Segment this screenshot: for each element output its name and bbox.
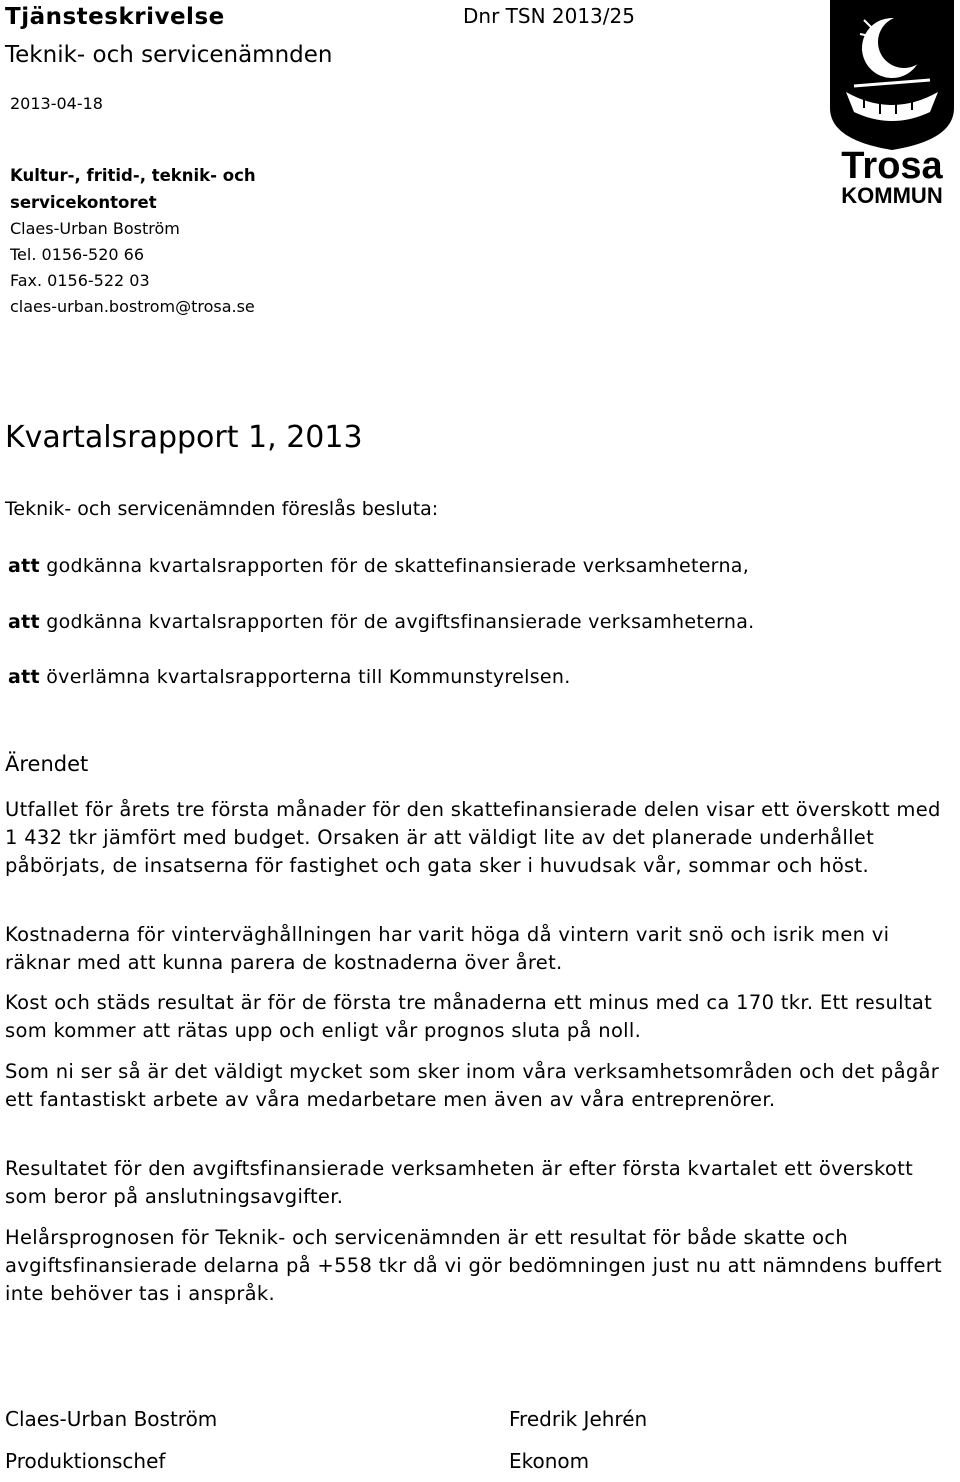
paragraph-text: Kostnaderna för vinterväghållningen har varit höga då vintern varit snö och isrik men vi räknar med att kunna parera de kostnaderna över året. [5,923,890,974]
diary-number: Dnr TSN 2013/25 [463,4,635,28]
sender-contact [10,216,255,320]
committee-name: Teknik- och servicenämnden [5,42,333,68]
proposal-text: godkänna kvartalsrapporten för de skattefinansierade verksamheterna, [39,555,750,577]
paragraph-text: Kost och städs resultat är för de första tre månaderna ett minus med ca 170 tkr. Ett resultat som kommer att rätas upp och enligt vår prognos sluta på noll. [5,991,933,1042]
sender-office [10,162,310,216]
proposal-text: överlämna kvartalsrapporterna till Kommunstyrelsen. [39,666,571,688]
proposal-keyword: att [8,611,40,633]
signature-block [509,1398,647,1482]
paragraph-text: Som ni ser så är det väldigt mycket som sker inom våra verksamhetsområden och det pågår ett fantastiskt arbete av våra medarbetare men även av våra entreprenörer. [5,1060,940,1111]
proposal-text: godkänna kvartalsrapporten för de avgiftsfinansierade verksamheterna. [39,611,755,633]
proposal-item [8,611,755,633]
body-paragraph [5,1155,950,1211]
proposal-item [8,666,571,688]
proposal-item [8,555,749,577]
body-paragraph [5,989,950,1045]
body-paragraph [5,796,950,880]
trosa-kommun-logo [824,0,960,210]
proposal-keyword: att [8,555,40,577]
sender-name: Claes-Urban Boström [10,219,180,238]
coat-of-arms-icon [824,0,960,210]
body-paragraph [5,1058,950,1114]
paragraph-text: Helårsprognosen för Teknik- och servicenämnden är ett resultat för både skatte och avgiftsfinansierade delarna på +558 tkr då vi gör bedömningen just nu att nämndens buffert inte behöver tas i anspråk. [5,1226,943,1305]
proposal-keyword: att [8,666,40,688]
paragraph-text: Resultatet för den avgiftsfinansierade verksamheten är efter första kvartalet ett överskott som beror på anslutningsavgifter. [5,1157,914,1208]
section-heading: Ärendet [5,752,89,776]
body-paragraph [5,921,950,977]
sender-email: claes-urban.bostrom@trosa.se [10,297,255,316]
sender-fax: Fax. 0156-522 03 [10,271,150,290]
sender-office-line1: Kultur-, fritid-, teknik- och [10,166,256,185]
body-paragraph [5,1224,950,1308]
document-type: Tjänsteskrivelse [5,4,225,30]
document-date: 2013-04-18 [10,94,103,113]
signature-role: Produktionschef [5,1449,166,1473]
page-title: Kvartalsrapport 1, 2013 [5,420,363,455]
proposal-intro: Teknik- och servicenämnden föreslås besluta: [5,498,439,520]
signature-block [5,1398,217,1482]
signature-role: Ekonom [509,1449,590,1473]
signature-name: Fredrik Jehrén [509,1407,648,1431]
logo-word-trosa: Trosa [841,145,943,187]
sender-phone: Tel. 0156-520 66 [10,245,144,264]
logo-word-kommun: KOMMUN [841,183,943,208]
sender-office-line2: servicekontoret [10,193,157,212]
paragraph-text: Utfallet för årets tre första månader för den skattefinansierade delen visar ett överskott med 1 432 tkr jämfört med budget. Orsaken är att väldigt lite av det planerade underhållet påbörjats, de insatserna för fastighet och gata sker i huvudsak vår, sommar och höst. [5,798,941,877]
signature-name: Claes-Urban Boström [5,1407,218,1431]
